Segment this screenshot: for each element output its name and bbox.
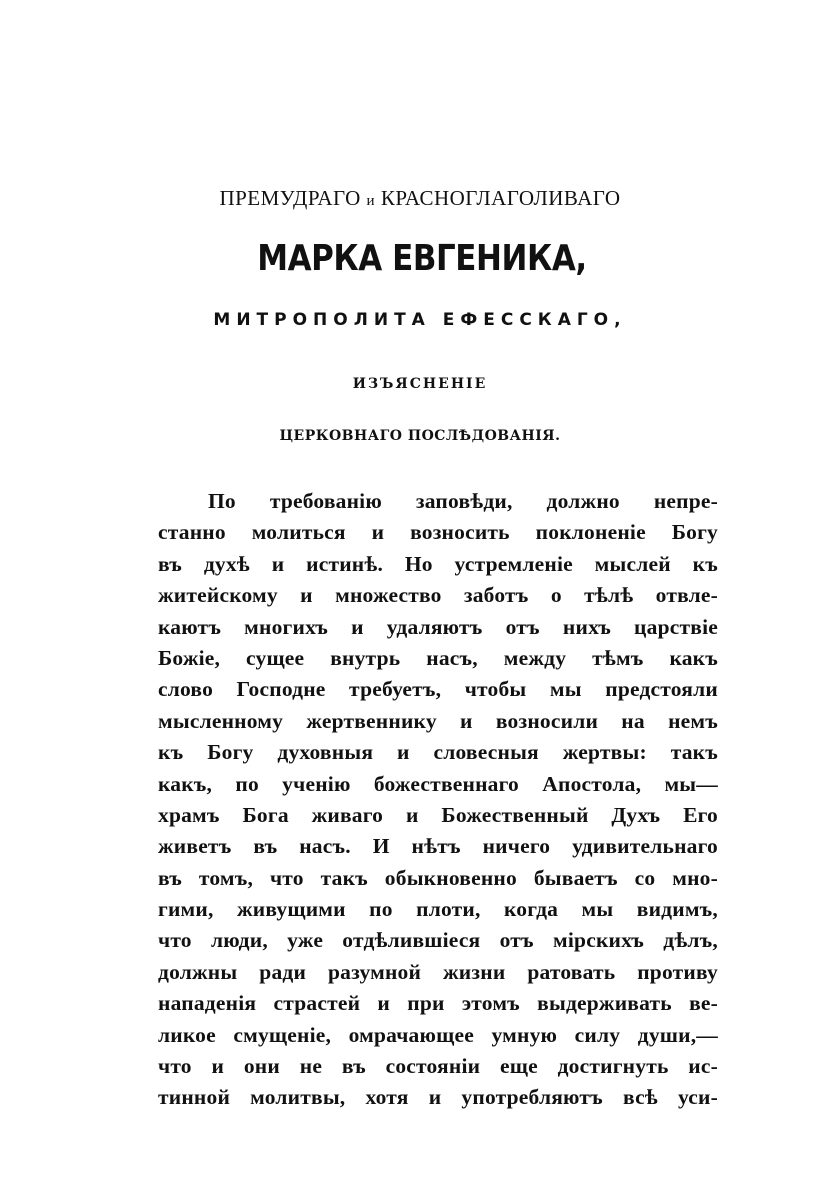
text-line: что люди, уже отдѣлившіеся отъ мірскихъ дѣлъ, (158, 928, 718, 953)
author-name: МАРКА ЕВГЕНИКА, (257, 238, 587, 279)
text-line: Божіе, сущее внутрь насъ, между тѣмъ какъ (158, 645, 718, 670)
text-line: гими, живущими по плоти, когда мы видимъ, (158, 897, 718, 922)
text-line: слово Господне требуетъ, чтобы мы предстояли (158, 677, 718, 702)
text-line: мысленному жертвеннику и возносили на немъ (158, 708, 718, 733)
text-line: живетъ въ насъ. И нѣтъ ничего удивительнаго (158, 834, 718, 859)
title-line (0, 186, 840, 211)
text-line: къ Богу духовныя и словесныя жертвы: такъ (158, 740, 718, 765)
text-line: храмъ Бога живаго и Божественный Духъ Его (158, 802, 718, 827)
text-line: какъ, по ученію божественнаго Апостола, мы— (158, 771, 718, 796)
title-part-1: ПРЕМУДРАГО (219, 186, 361, 210)
text-line: должны ради разумной жизни ратовать противу (158, 959, 718, 984)
text-line: По требованію заповѣди, должно непре- (208, 489, 718, 513)
section-subtitle: ЦЕРКОВНАГО ПОСЛѢДОВАНІЯ. (279, 428, 561, 444)
text-line: станно молиться и возносить поклоненіе Богу (158, 520, 718, 545)
text-line: ликое смущеніе, омрачающее умную силу души,— (158, 1022, 718, 1047)
text-line: въ духѣ и истинѣ. Но устремленіе мыслей къ (158, 551, 718, 576)
text-line: житейскому и множество заботъ о тѣлѣ отвле- (158, 583, 718, 608)
text-line: что и они не въ состояніи еще достигнуть ис- (158, 1054, 718, 1079)
body-paragraph (158, 486, 718, 1114)
text-line: тинной молитвы, хотя и употребляютъ всѣ уси- (158, 1085, 718, 1110)
text-line: каютъ многихъ и удаляютъ отъ нихъ царствіе (158, 614, 718, 639)
text-line: нападенія страстей и при этомъ выдерживать ве- (158, 991, 718, 1016)
text-line: въ томъ, что такъ обыкновенно бываетъ со мно- (158, 865, 718, 890)
title-conjunction: и (366, 193, 376, 209)
author-title: МИТРОПОЛИТА ЕФЕССКАГО, (213, 310, 627, 330)
title-part-2: КРАСНОГЛАГОЛИВАГО (380, 186, 621, 210)
section-label: ИЗЪЯСНЕНІЕ (352, 376, 488, 392)
